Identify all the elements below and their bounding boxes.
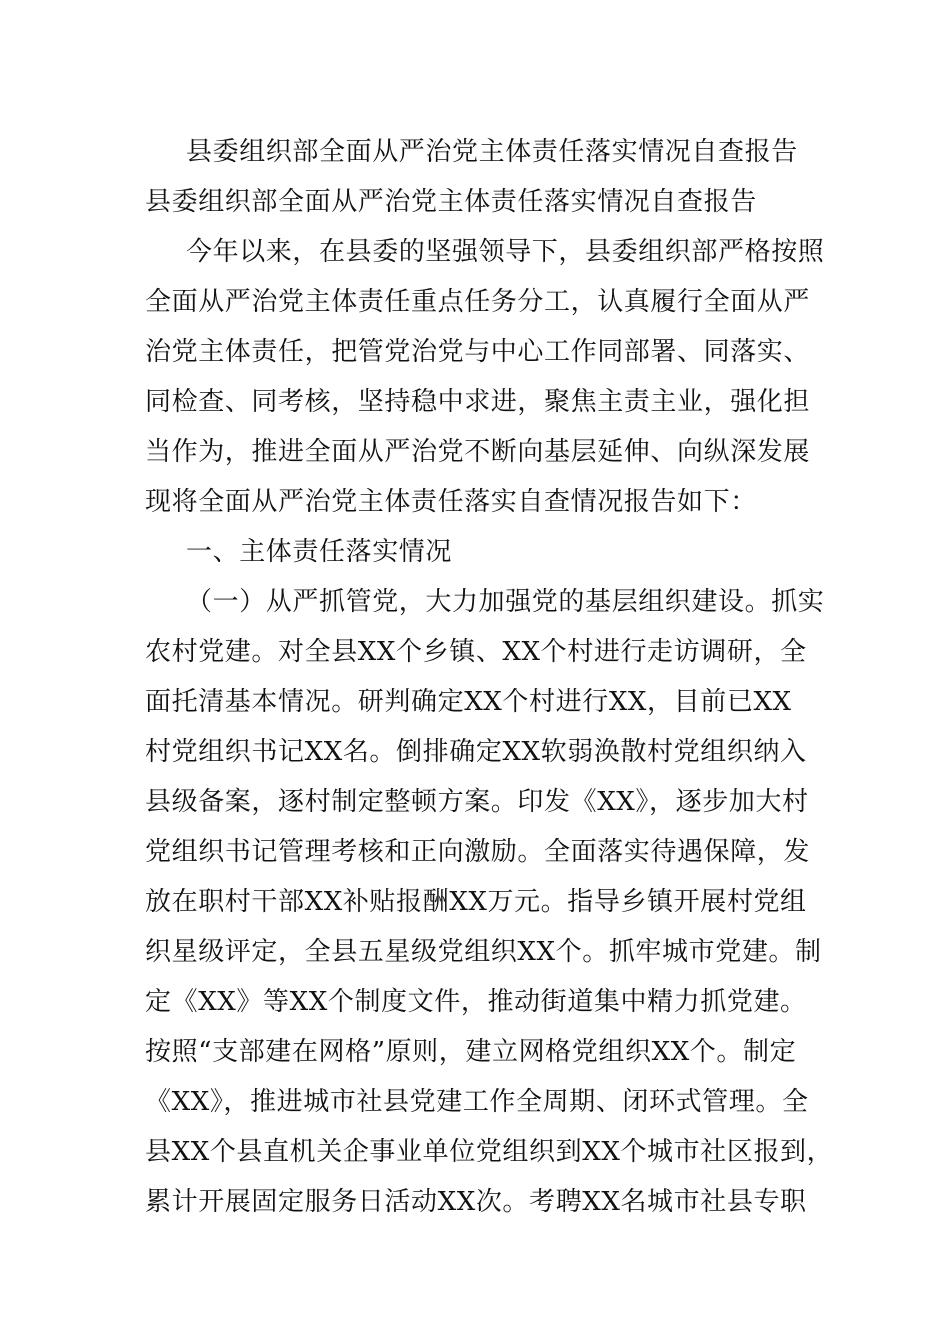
- document-title: 县委组织部全面从严治党主体责任落实情况自查报告: [186, 137, 798, 167]
- paragraph-line: 面托清基本情况。研判确定XX个村进行XX，目前已XX: [145, 687, 792, 717]
- paragraph-line: 现将全面从严治党主体责任落实自查情况报告如下：: [145, 487, 757, 517]
- paragraph-line: 农村党建。对全县XX个乡镇、XX个村进行走访调研，全: [145, 637, 807, 667]
- paragraph-line: 织星级评定，全县五星级党组织XX个。抓牢城市党建。制: [145, 937, 822, 967]
- paragraph-line: 党组织书记管理考核和正向激励。全面落实待遇保障，发: [145, 837, 811, 867]
- paragraph-line: （一）从严抓管党，大力加强党的基层组织建设。抓实: [186, 587, 825, 617]
- paragraph-line: 累计开展固定服务日活动XX次。考聘XX名城市社县专职: [145, 1187, 807, 1217]
- paragraph-line: 定《XX》等XX个制度文件，推动街道集中精力抓党建。: [145, 987, 807, 1017]
- paragraph-line: 县级备案，逐村制定整顿方案。印发《XX》，逐步加大村: [145, 787, 809, 817]
- paragraph-line: 村党组织书记XX名。倒排确定XX软弱涣散村党组织纳入: [145, 737, 807, 767]
- paragraph-line: 县XX个县直机关企事业单位党组织到XX个城市社区报到，: [145, 1137, 834, 1167]
- paragraph-line: 治党主体责任，把管党治党与中心工作同部署、同落实、: [145, 337, 811, 367]
- paragraph-line: 放在职村干部XX补贴报酬XX万元。指导乡镇开展村党组: [145, 887, 807, 917]
- paragraph-line: 全面从严治党主体责任重点任务分工，认真履行全面从严: [145, 287, 811, 317]
- paragraph-line: 今年以来，在县委的坚强领导下，县委组织部严格按照: [186, 237, 825, 267]
- paragraph-line: 当作为，推进全面从严治党不断向基层延伸、向纵深发展: [145, 437, 811, 467]
- section-heading: 一、主体责任落实情况: [186, 537, 453, 567]
- paragraph-line: 《XX》，推进城市社县党建工作全周期、闭环式管理。全: [145, 1087, 809, 1117]
- paragraph-line: 按照“支部建在网格”原则，建立网格党组织XX个。制定: [145, 1037, 797, 1067]
- paragraph-line: 同检查、同考核，坚持稳中求进，聚焦主责主业，强化担: [145, 387, 811, 417]
- document-subtitle: 县委组织部全面从严治党主体责任落实情况自查报告: [145, 187, 757, 217]
